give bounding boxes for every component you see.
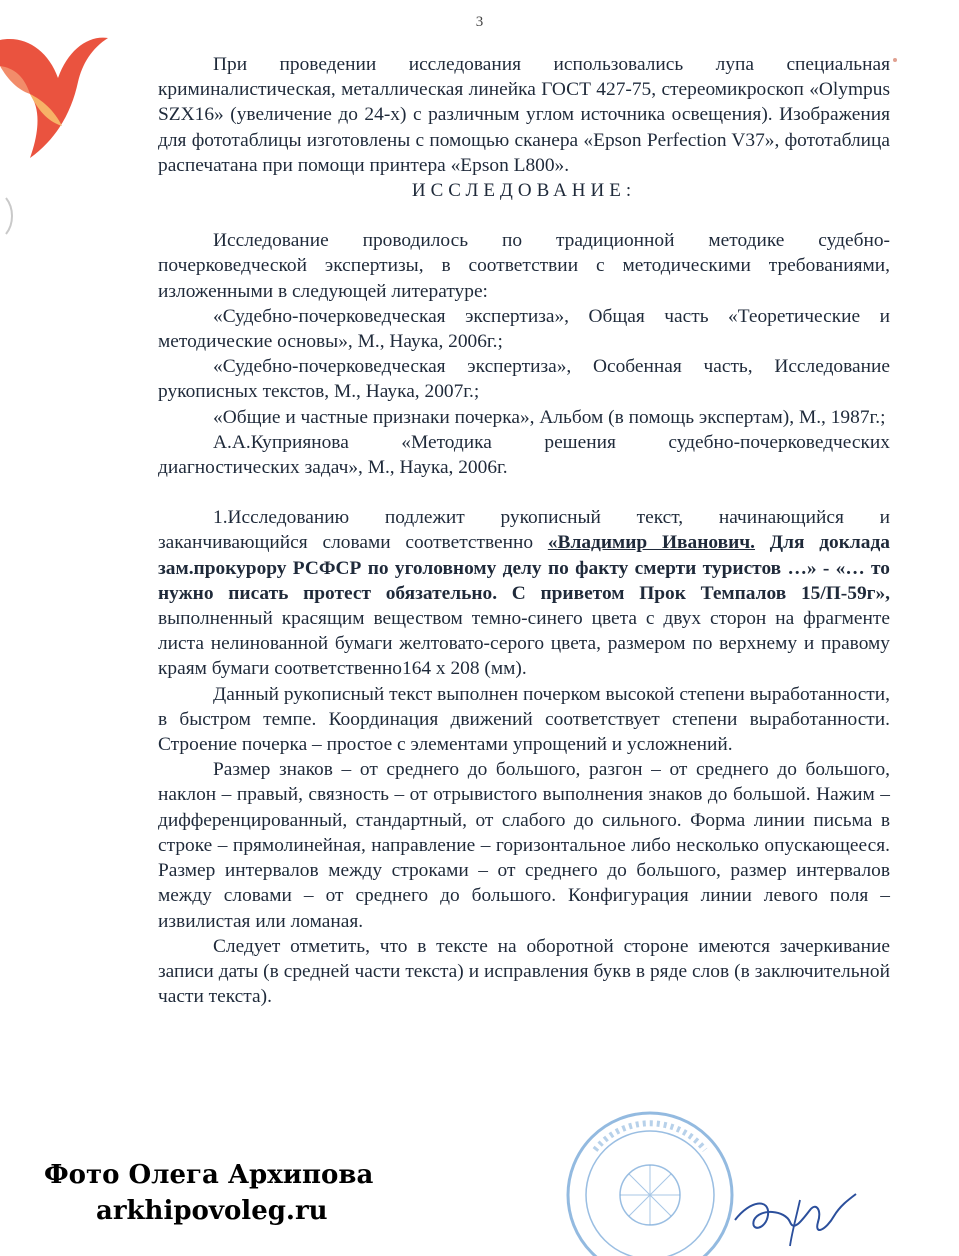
item1-quote-rest: Для доклада зам.прокурору РСФСР по уголовному делу по факту смерти туристов …» - «… то нужно писать протест обязательно. С приветом Прок Темпалов 15/П-59г»,: [158, 532, 890, 604]
literature-item-1: «Судебно-почерковедческая экспертиза», Общая часть «Теоретические и методические основы», М., Наука, 2006г.;: [158, 305, 890, 353]
document-body: [158, 52, 890, 1009]
method-paragraph: Исследование проводилось по традиционной методике судебно-почерковедческой экспертизы, в соответствии с методическими требованиями, изложенными в следующей литературе:: [158, 230, 890, 302]
official-seal-stamp: [565, 1110, 735, 1256]
margin-dot: [893, 58, 897, 62]
photo-credit: [44, 1157, 384, 1229]
page-number: 3: [475, 14, 484, 30]
credit-site: arkhipovoleg.ru: [96, 1196, 328, 1226]
spacer: [158, 480, 890, 505]
signature: [730, 1180, 860, 1250]
item1-tail: выполненный красящим веществом темно-синего цвета с двух сторон на фрагменте листа нелинованной бумаги желтовато-серого цвета, размером по верхнему и правому краям бумаги соответственно164 х 208 (мм).: [158, 608, 890, 680]
degree-paragraph: Данный рукописный текст выполнен почерком высокой степени выработанности, в быстром темпе. Координация движений соответствует степени выработанности. Строение почерка – простое с элементами упрощений и усложнений.: [158, 683, 890, 756]
literature-item-3: «Общие и частные признаки почерка», Альбом (в помощь экспертам), М., 1987г.;: [213, 406, 886, 428]
scan-edge-mark: [4, 196, 18, 236]
intro-paragraph: При проведении исследования использовались лупа специальная криминалистическая, металлическая линейка ГОСТ 427-75, стереомикроскоп «Olympus SZX16» (увеличение до 24-х) с различным углом источника освещения). Изображения для фототаблицы изготовлены с помощью сканера «Epson Perfection V37», фототаблица распечатана при помощи принтера «Epson L800».: [158, 54, 890, 176]
literature-item-2: «Судебно-почерковедческая экспертиза», Особенная часть, Исследование рукописных текстов, М., Наука, 2007г.;: [158, 356, 890, 403]
item1-paragraph: [158, 505, 890, 681]
size-paragraph: Размер знаков – от среднего до большого, разгон – от среднего до большого, наклон – правый, связность – от отрывистого выполнения знаков до большой. Нажим – дифференцированный, стандартный, от слабого до сильного. Форма линии письма в строке – прямолинейная, направление – горизонтальное либо несколько опускающееся. Размер интервалов между строками – от среднего до большого, размер интервалов между словами – от среднего до большого. Конфигурация линии левого поля – извилистая или ломаная.: [158, 759, 890, 932]
literature-item-4: А.А.Куприянова «Методика решения судебно-почерковедческих диагностических задач», М., Наука, 2006г.: [158, 431, 890, 479]
bird-logo-icon: [0, 30, 112, 160]
item1-quote-start: «Владимир Иванович.: [547, 532, 756, 554]
item1-lead: 1.Исследованию подлежит рукописный текст, начинающийся и заканчивающийся словами соответственно: [158, 507, 890, 554]
credit-author: Фото Олега Архипова: [44, 1160, 374, 1190]
section-heading: ИССЛЕДОВАНИЕ:: [411, 180, 637, 202]
note-paragraph: Следует отметить, что в тексте на оборотной стороне имеются зачеркивание записи даты (в средней части текста) и исправления букв в ряде слов (в заключительной части текста).: [158, 935, 890, 1008]
